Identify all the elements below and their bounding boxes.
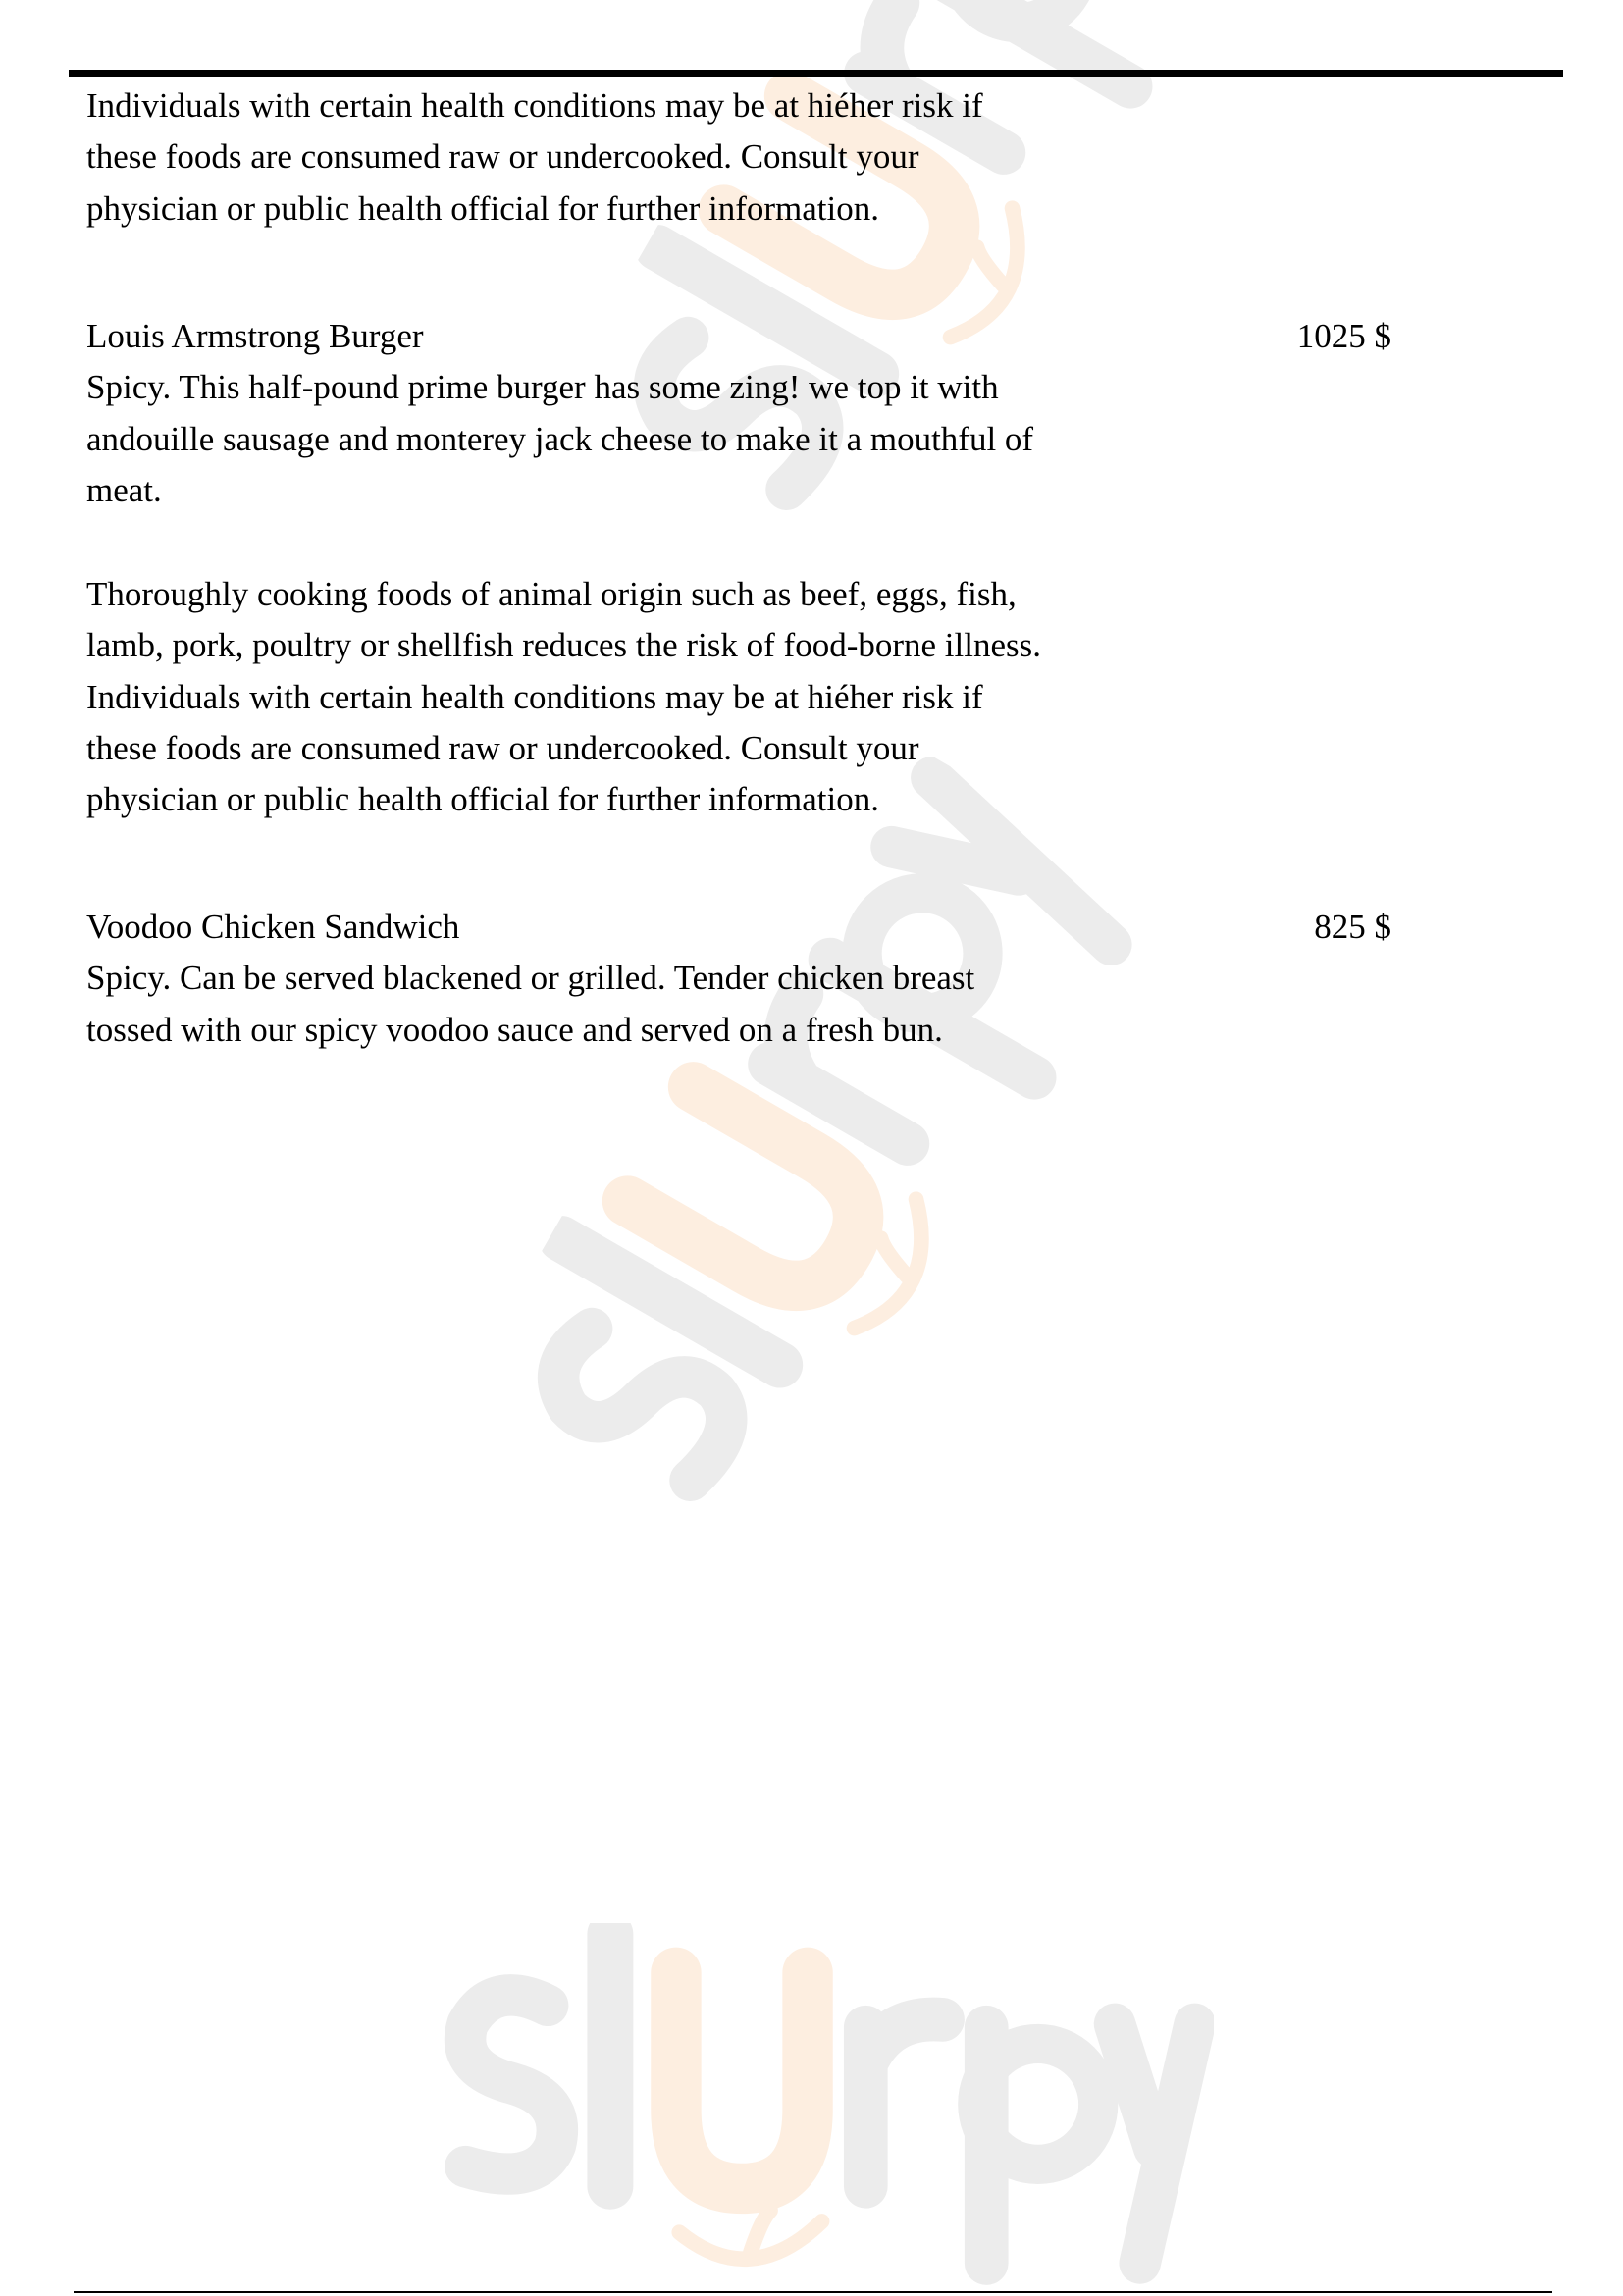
notice-line: Thoroughly cooking foods of animal origin such as beef, eggs, fish, <box>86 575 1017 613</box>
notice-line: lamb, pork, poultry or shellfish reduces the risk of food-borne illness. <box>86 626 1041 665</box>
watermark-logo-graphic <box>456 710 1177 1585</box>
notice-line: Individuals with certain health conditions may be at hiéher risk if <box>86 86 983 125</box>
watermark-logo <box>456 710 1177 1585</box>
item-name: Voodoo Chicken Sandwich <box>86 908 460 946</box>
top-rule <box>69 70 1563 77</box>
notice-line: physician or public health official for further information. <box>86 188 879 228</box>
item-price: 825 $ <box>1314 908 1391 946</box>
health-notice <box>86 569 1244 825</box>
watermark-logo <box>419 1923 1214 2296</box>
item-description: Spicy. Can be served blackened or grilled. Tender chicken breast <box>86 959 975 998</box>
item-price: 1025 $ <box>1296 317 1391 355</box>
item-description: andouille sausage and monterey jack cheese to make it a mouthful of <box>86 419 1034 458</box>
watermark-logo-graphic <box>419 1923 1214 2296</box>
notice-line: physician or public health official for further information. <box>86 780 879 819</box>
item-description: Spicy. This half-pound prime burger has some zing! we top it with <box>86 368 999 407</box>
item-name: Louis Armstrong Burger <box>86 317 424 355</box>
health-notice <box>86 80 1244 235</box>
notice-line: these foods are consumed raw or undercooked. Consult your <box>86 137 919 177</box>
bottom-rule <box>74 2291 1552 2293</box>
item-description: meat. <box>86 470 162 509</box>
notice-line: Individuals with certain health conditions may be at hiéher risk if <box>86 677 983 716</box>
notice-line: these foods are consumed raw or undercooked. Consult your <box>86 728 919 767</box>
item-description: tossed with our spicy voodoo sauce and served on a fresh bun. <box>86 1010 943 1049</box>
